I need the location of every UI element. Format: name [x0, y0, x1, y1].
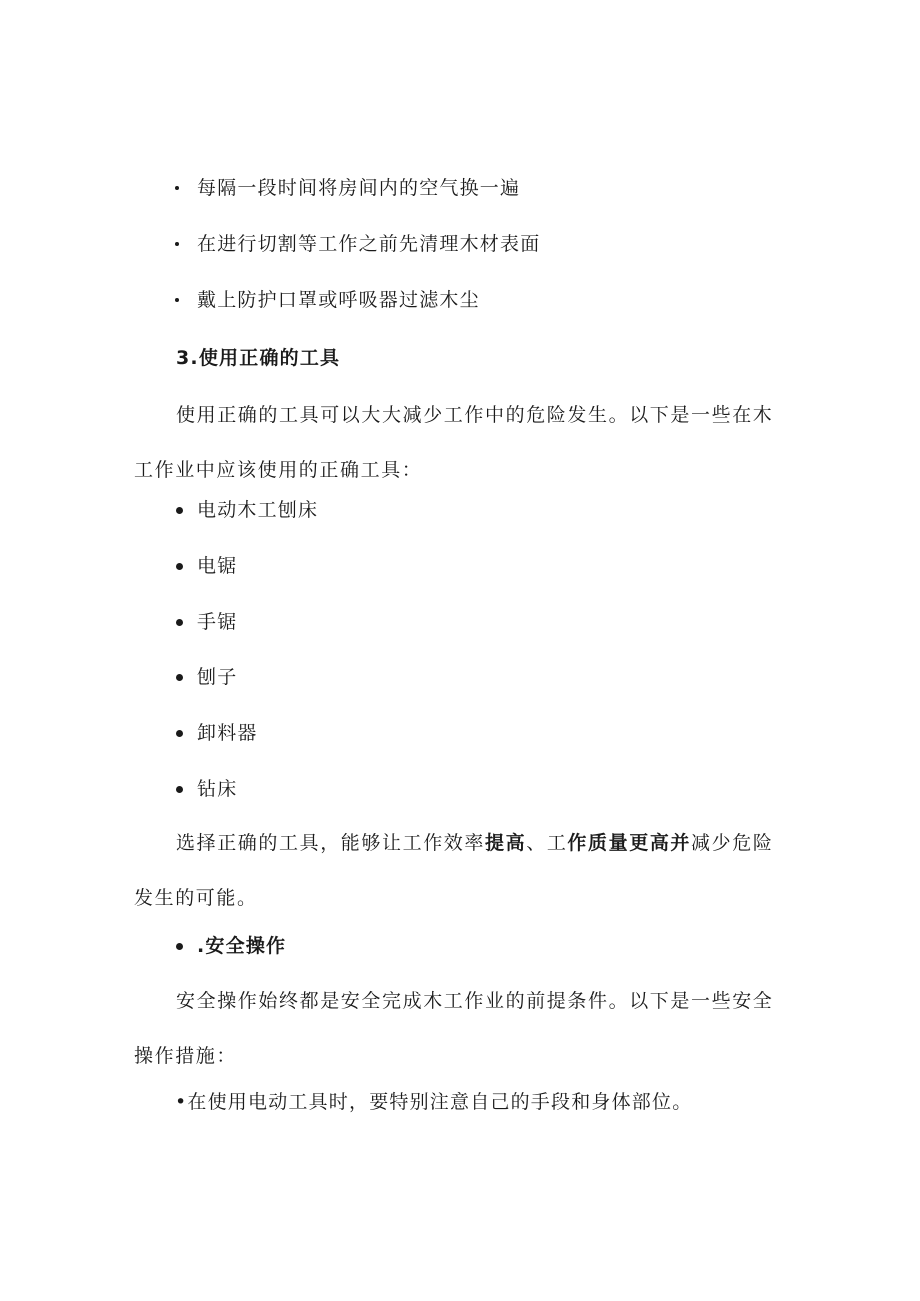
list-item: 手锯	[197, 611, 238, 633]
list-item: 每隔一段时间将房间内的空气换一遍	[197, 177, 521, 199]
bullet-dot	[175, 298, 179, 302]
summary-bold: 作质量更高并	[567, 832, 692, 854]
list-item: •在使用电动工具时，要特别注意自己的手段和身体部位。	[175, 1091, 693, 1113]
summary-bold: 提高	[485, 832, 527, 854]
list-item: 戴上防护口罩或呼吸器过滤木尘	[197, 289, 480, 311]
bullet-dot	[176, 507, 183, 514]
list-item: 钻床	[197, 778, 238, 800]
summary-text: 减少危险发生的可能。	[134, 832, 774, 909]
summary-paragraph	[134, 816, 784, 926]
list-item: 卸料器	[197, 722, 258, 744]
bullet-dot	[175, 242, 179, 246]
bullet-dot	[176, 619, 183, 626]
bullet-dot	[175, 186, 179, 190]
paragraph: 安全操作始终都是安全完成木工作业的前提条件。以下是一些安全操作措施：	[134, 990, 774, 1067]
list-item: 电锯	[197, 555, 238, 577]
section-heading: 3.使用正确的工具	[176, 347, 341, 369]
bullet-dot	[176, 730, 183, 737]
bullet-dot	[176, 786, 183, 793]
paragraph: 使用正确的工具可以大大减少工作中的危险发生。以下是一些在木工作业中应该使用的正确工具：	[134, 404, 774, 481]
list-item: 在进行切割等工作之前先清理木材表面	[197, 233, 541, 255]
bullet-dot	[176, 943, 183, 950]
bullet-dot	[176, 563, 183, 570]
summary-text: 选择正确的工具，能够让工作效率	[176, 832, 486, 854]
summary-text: 、工	[526, 832, 568, 854]
bullet-dot	[176, 674, 183, 681]
section-heading: .安全操作	[197, 935, 287, 957]
list-item: 刨子	[197, 666, 238, 688]
list-item: 电动木工刨床	[197, 499, 319, 521]
